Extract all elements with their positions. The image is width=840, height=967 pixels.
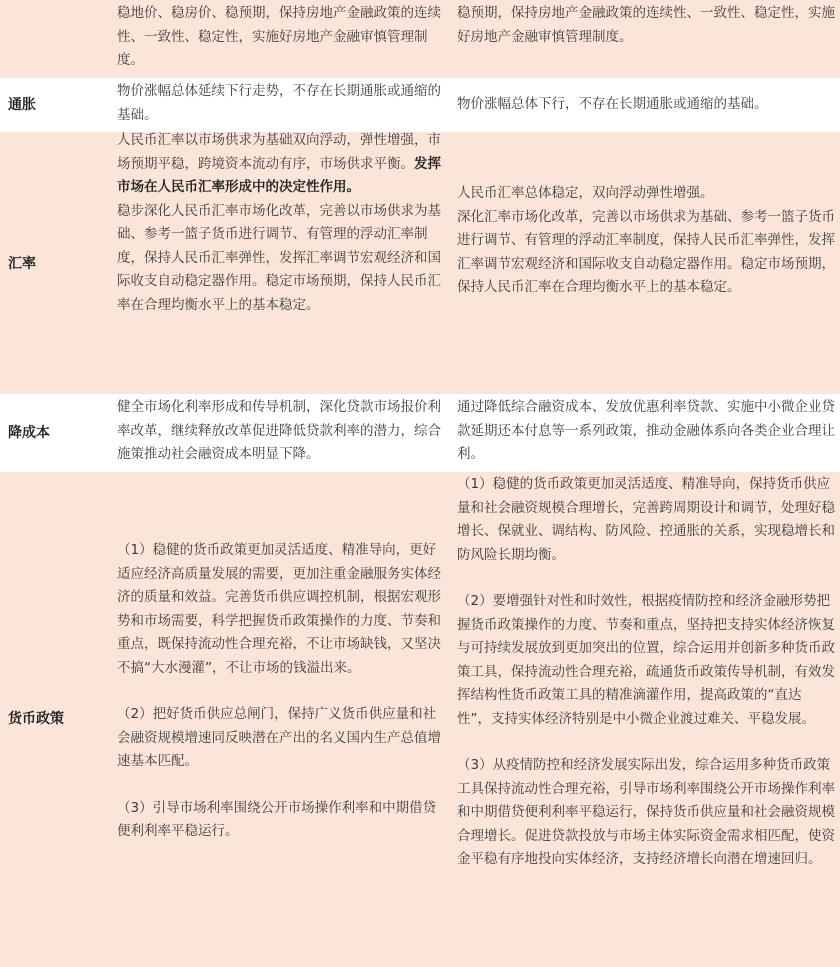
row-inflation-category: 通胀 <box>8 97 36 113</box>
row-cost-reduction-category: 降成本 <box>8 425 50 441</box>
row-housing-right <box>457 2 835 49</box>
row-exchange-rate-left <box>117 129 445 317</box>
row-exchange-rate-left-para2: 稳步深化人民币汇率市场化改革，完善以市场供求为基础、参考一篮子货币进行调节、有管理的浮动汇率制度，保持人民币汇率弹性，发挥汇率调节宏观经济和国际收支自动稳定器作用。稳定市场预期，保持人民币汇率在合理均衡水平上的基本稳定。 <box>117 202 441 313</box>
row-inflation <box>0 78 840 132</box>
row-monetary-policy-left <box>117 539 445 844</box>
row-inflation-left <box>117 80 445 127</box>
row-monetary-policy-left-para1: （1）稳健的货币政策更加灵活适度、精准导向，更好适应经济高质量发展的需要，更加注重金融服务实体经济的质量和效益。完善货币供应调控机制，根据宏观形势和市场需要，科学把握货币政策操作的力度、节奏和重点，既保持流动性合理充裕，不让市场缺钱，又坚决不搞“大水漫灌”，不让市场的钱溢出来。 <box>117 542 441 676</box>
row-monetary-policy <box>0 472 840 967</box>
row-exchange-rate-right-para1: 人民币汇率总体稳定，双向浮动弹性增强。 <box>457 185 714 201</box>
row-cost-reduction-right <box>457 396 835 467</box>
row-monetary-policy-left-para3: （3）引导市场利率围绕公开市场操作利率和中期借贷便利利率平稳运行。 <box>117 799 437 839</box>
row-monetary-policy-right <box>457 473 835 872</box>
row-monetary-policy-right-para1: （1）稳健的货币政策更加灵活适度、精准导向，保持货币供应量和社会融资规模合理增长，完善跨周期设计和调节，处理好稳增长、保就业、调结构、防风险、控通胀的关系，实现稳增长和防风险长期均衡。 <box>457 476 835 563</box>
row-exchange-rate-left-bold: 发挥市场在人民币汇率形成中的决定性作用。 <box>117 155 441 195</box>
row-monetary-policy-category: 货币政策 <box>8 711 64 727</box>
row-monetary-policy-right-para3: （3）从疫情防控和经济发展实际出发，综合运用多种货币政策工具保持流动性合理充裕，引导市场利率围绕公开市场操作利率和中期借贷便利利率平稳运行，保持货币供应量和社会融资规模合理增长。促进贷款投放与市场主体实际资金需求相匹配，使资金平稳有序地投向实体经济，支持经济增长向潜在增速回归。 <box>457 757 835 867</box>
row-cost-reduction-left <box>117 396 445 467</box>
row-exchange-rate-category: 汇率 <box>8 256 36 272</box>
row-housing-left-text: 稳地价、稳房价、稳预期，保持房地产金融政策的连续性、一致性、稳定性，实施好房地产金融审慎管理制度。 <box>117 5 441 68</box>
row-cost-reduction-left-text: 健全市场化利率形成和传导机制，深化贷款市场报价利率改革，继续释放改革促进降低贷款利率的潜力，综合施策推动社会融资成本明显下降。 <box>117 399 441 462</box>
row-exchange-rate-right-para2: 深化汇率市场化改革，完善以市场供求为基础、参考一篮子货币进行调节、有管理的浮动汇率制度，保持人民币汇率弹性，发挥汇率调节宏观经济和国际收支自动稳定器作用。稳定市场预期，保持人民币汇率在合理均衡水平上的基本稳定。 <box>457 208 835 295</box>
row-housing <box>0 0 840 78</box>
row-inflation-right-text: 物价涨幅总体下行，不存在长期通胀或通缩的基础。 <box>457 96 768 112</box>
row-exchange-rate-left-text: 人民币汇率以市场供求为基础双向浮动，弹性增强，市场预期平稳，跨境资本流动有序，市场供求平衡。 <box>117 132 441 172</box>
row-monetary-policy-right-para2: （2）要增强针对性和时效性，根据疫情防控和经济金融形势把握货币政策操作的力度、节奏和重点，坚持把支持实体经济恢复与可持续发展放到更加突出的位置，综合运用并创新多种货币政策工具，保持流动性合理充裕，疏通货币政策传导机制，有效发挥结构性货币政策工具的精准滴灌作用，提高政策的“直达性”，支持实体经济特别是中小微企业渡过难关、平稳发展。 <box>457 593 835 727</box>
row-cost-reduction-right-text: 通过降低综合融资成本、发放优惠利率贷款、实施中小微企业贷款延期还本付息等一系列政策，推动金融体系向各类企业合理让利。 <box>457 399 835 462</box>
row-inflation-left-text: 物价涨幅总体延续下行走势，不存在长期通胀或通缩的基础。 <box>117 83 441 123</box>
row-housing-left <box>117 2 445 73</box>
row-exchange-rate <box>0 132 840 394</box>
row-inflation-right <box>457 93 835 117</box>
row-monetary-policy-left-para2: （2）把好货币供应总闸门，保持广义货币供应量和社会融资规模增速同反映潜在产出的名义国内生产总值增速基本匹配。 <box>117 706 441 769</box>
row-exchange-rate-left-para1 <box>117 129 445 200</box>
row-cost-reduction <box>0 394 840 472</box>
row-exchange-rate-right <box>457 182 835 300</box>
row-housing-right-text: 稳预期，保持房地产金融政策的连续性、一致性、稳定性，实施好房地产金融审慎管理制度。 <box>457 5 835 45</box>
